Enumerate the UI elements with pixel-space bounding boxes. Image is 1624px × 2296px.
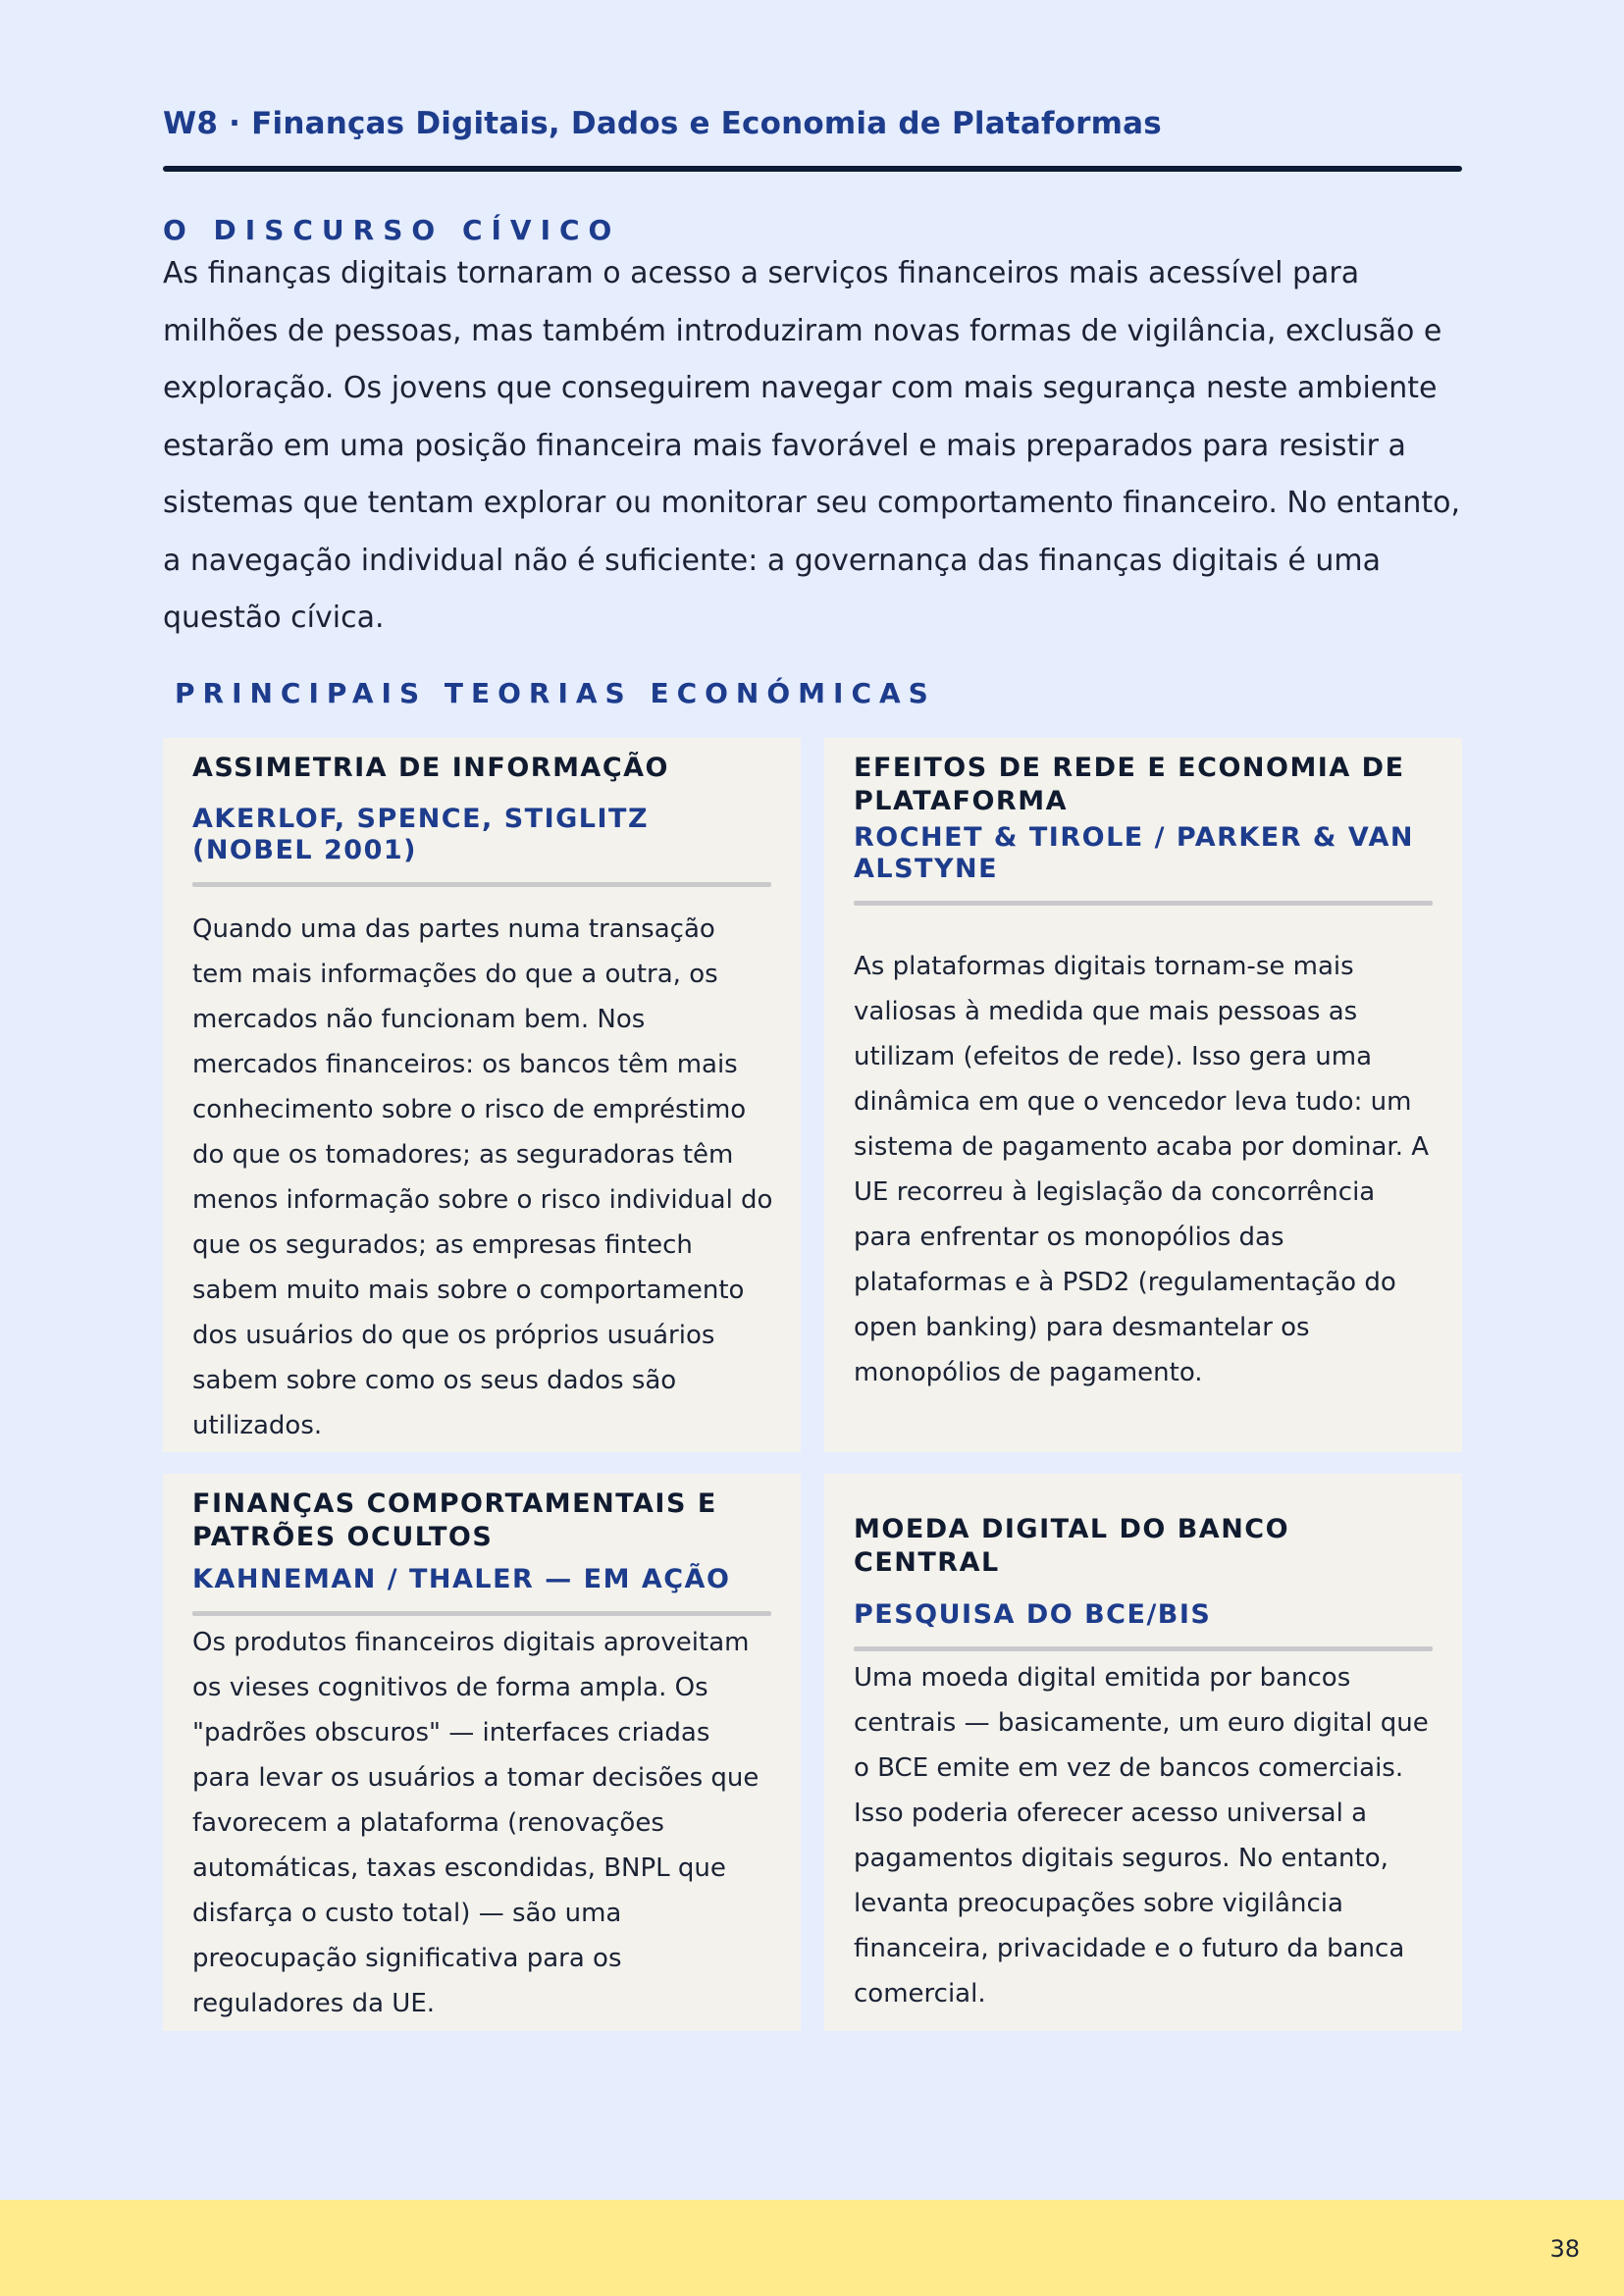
card-divider: [854, 901, 1433, 906]
card-subtitle: PESQUISA DO BCE/BIS: [854, 1599, 1212, 1630]
card-title: FINANÇAS COMPORTAMENTAIS E PATRÕES OCULTOS: [192, 1488, 717, 1552]
page-footer: [0, 2200, 1624, 2296]
page-number: 38: [1549, 2235, 1580, 2263]
card-subtitle: KAHNEMAN / THALER — EM AÇÃO: [192, 1564, 731, 1594]
theory-card-cbdc: [824, 1474, 1462, 2031]
card-subtitle: ROCHET & TIROLE / PARKER & VAN ALSTYNE: [854, 822, 1414, 884]
theories-section-title: PRINCIPAIS TEORIAS ECONÓMICAS: [175, 677, 936, 709]
card-body: Uma moeda digital emitida por bancos centrais — basicamente, um euro digital que o BCE emite em vez de bancos comerciais. Isso poderia oferecer acesso universal a pagamentos digitais seguros. No entanto, levanta preocupações sobre vigilância financeira, privacidade e o futuro da banca comercial.: [854, 1663, 1429, 2009]
theory-card-network-effects: [824, 738, 1462, 1452]
card-divider: [192, 882, 771, 887]
card-title: MOEDA DIGITAL DO BANCO CENTRAL: [854, 1514, 1290, 1578]
card-title: ASSIMETRIA DE INFORMAÇÃO: [192, 753, 669, 783]
page-header-title: W8 · Finanças Digitais, Dados e Economia de Plataformas: [163, 106, 1162, 141]
card-body: Quando uma das partes numa transação tem mais informações do que a outra, os mercados não funcionam bem. Nos mercados financeiros: os bancos têm mais conhecimento sobre o risco de empréstimo do que os tomadores; as seguradoras têm menos informação sobre o risco individual do que os segurados; as empresas fintech sabem muito mais sobre o comportamento dos usuários do que os próprios usuários sabem sobre como os seus dados são utilizados.: [192, 914, 773, 1440]
header-divider: [163, 166, 1462, 172]
civic-intro-paragraph: As finanças digitais tornaram o acesso a serviços financeiros mais acessível para milhões de pessoas, mas também introduziram novas formas de vigilância, exclusão e exploração. Os jovens que conseguirem navegar com mais segurança neste ambiente estarão em uma posição financeira mais favorável e mais preparados para resistir a sistemas que tentam explorar ou monitorar seu comportamento financeiro. No entanto, a navegação individual não é suficiente: a governança das finanças digitais é uma questão cívica.: [163, 256, 1461, 635]
card-divider: [854, 1646, 1433, 1651]
card-body: Os produtos financeiros digitais aproveitam os vieses cognitivos de forma ampla. Os "padrões obscuros" — interfaces criadas para levar os usuários a tomar decisões que favorecem a plataforma (renovações automáticas, taxas escondidas, BNPL que disfarça o custo total) — são uma preocupação significativa para os reguladores da UE.: [192, 1628, 760, 2018]
card-divider: [192, 1611, 771, 1616]
theory-card-information-asymmetry: [163, 738, 801, 1452]
theory-card-behavioral-finance: [163, 1474, 801, 2031]
card-subtitle: AKERLOF, SPENCE, STIGLITZ (NOBEL 2001): [192, 804, 650, 865]
card-body: As plataformas digitais tornam-se mais valiosas à medida que mais pessoas as utilizam (efeitos de rede). Isso gera uma dinâmica em que o vencedor leva tudo: um sistema de pagamento acaba por dominar. A UE recorreu à legislação da concorrência para enfrentar os monopólios das plataformas e à PSD2 (regulamentação do open banking) para desmantelar os monopólios de pagamento.: [854, 952, 1430, 1387]
card-title: EFEITOS DE REDE E ECONOMIA DE PLATAFORMA: [854, 753, 1405, 816]
civic-kicker: O DISCURSO CÍVICO: [163, 214, 621, 246]
